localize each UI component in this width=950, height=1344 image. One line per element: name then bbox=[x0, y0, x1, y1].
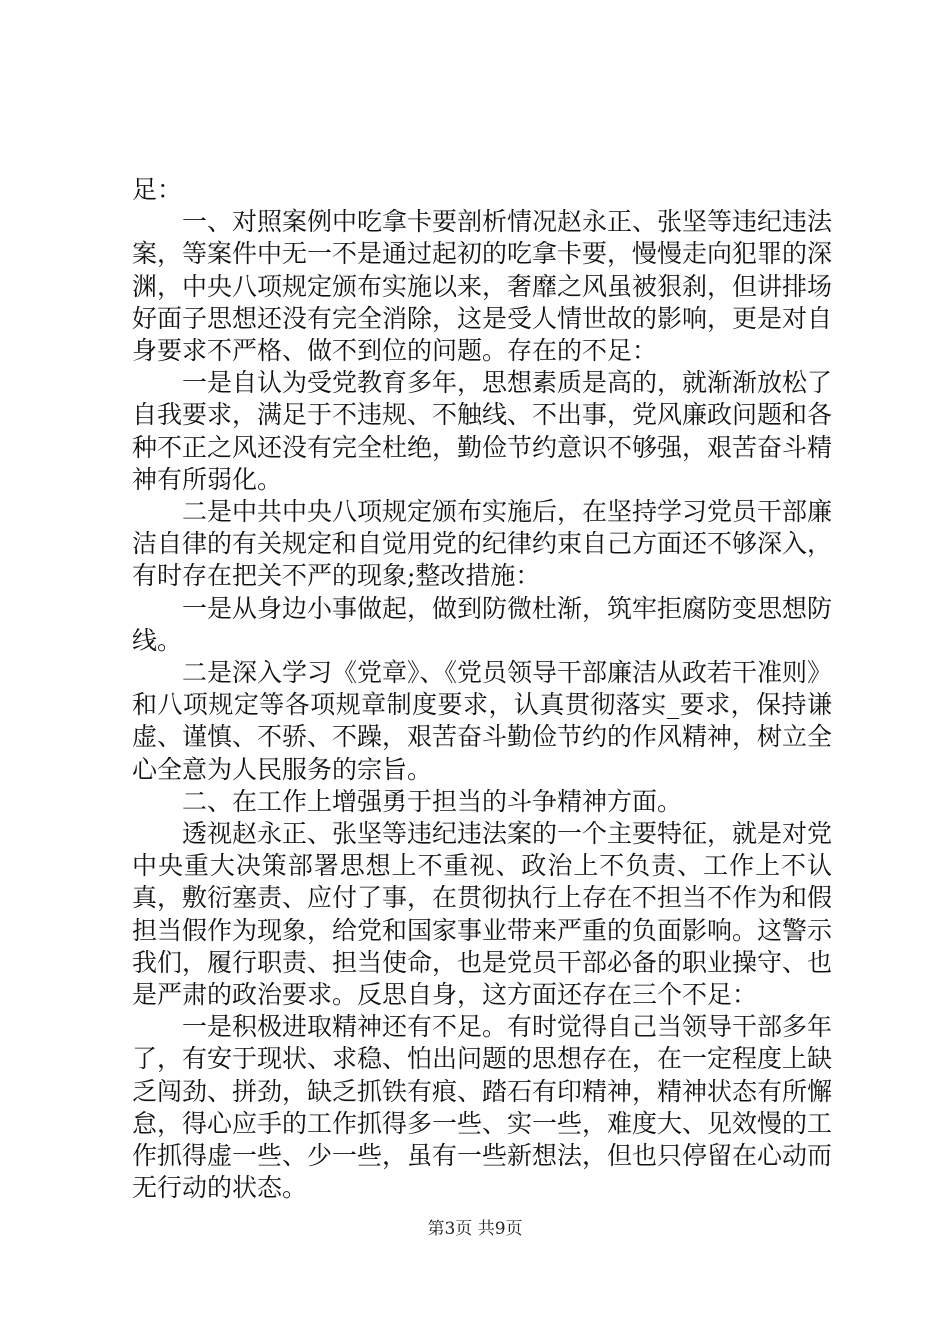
paragraph-5: 一是从身边小事做起，做到防微杜渐，筑牢拒腐防变思想防线。 bbox=[132, 593, 833, 655]
paragraph-7: 二、在工作上增强勇于担当的斗争精神方面。 bbox=[182, 786, 683, 816]
page-footer: 第3页 共9页 bbox=[427, 1219, 523, 1239]
paragraph-4: 二是中共中央八项规定颁布实施后，在坚持学习党员干部廉洁自律的有关规定和自觉用党的纪律约束自己方面还不够深入，有时存在把关不严的现象;整改措施： bbox=[132, 497, 833, 591]
paragraph-6: 二是深入学习《党章》、《党员领导干部廉洁从政若干准则》和八项规定等各项规章制度要求，认真贯彻落实_要求，保持谦虚、谨慎、不骄、不躁，艰苦奋斗勤俭节约的作风精神，树立全心全意为人民服务的宗旨。 bbox=[132, 658, 833, 784]
paragraph-1: 足： bbox=[132, 175, 183, 204]
document-body bbox=[132, 174, 832, 1205]
paragraph-9: 一是积极进取精神还有不足。有时觉得自己当领导干部多年了，有安于现状、求稳、怕出问题的思想存在，在一定程度上缺乏闯劲、拼劲，缺乏抓铁有痕、踏石有印精神，精神状态有所懈怠，得心应手的工作抓得多一些、实一些，难度大、见效慢的工作抓得虚一些、少一些，虽有一些新想法，但也只停留在心动而无行动的状态。 bbox=[132, 1012, 833, 1203]
paragraph-3: 一是自认为受党教育多年，思想素质是高的，就渐渐放松了自我要求，满足于不违规、不触线、不出事，党风廉政问题和各种不正之风还没有完全杜绝，勤俭节约意识不够强，艰苦奋斗精神有所弱化。 bbox=[132, 368, 833, 494]
paragraph-8: 透视赵永正、张坚等违纪违法案的一个主要特征，就是对党中央重大决策部署思想上不重视、政治上不负责、工作上不认真，敷衍塞责、应付了事，在贯彻执行上存在不担当不作为和假担当假作为现象，给党和国家事业带来严重的负面影响。这警示我们，履行职责、担当使命，也是党员干部必备的职业操守、也是严肃的政治要求。反思自身，这方面还存在三个不足： bbox=[132, 819, 833, 1010]
paragraph-2: 一、对照案例中吃拿卡要剖析情况赵永正、张坚等违纪违法案，等案件中无一不是通过起初的吃拿卡要，慢慢走向犯罪的深渊，中央八项规定颁布实施以来，奢靡之风虽被狠刹，但讲排场好面子思想还没有完全消除，这是受人情世故的影响，更是对自身要求不严格、做不到位的问题。存在的不足： bbox=[132, 207, 833, 366]
